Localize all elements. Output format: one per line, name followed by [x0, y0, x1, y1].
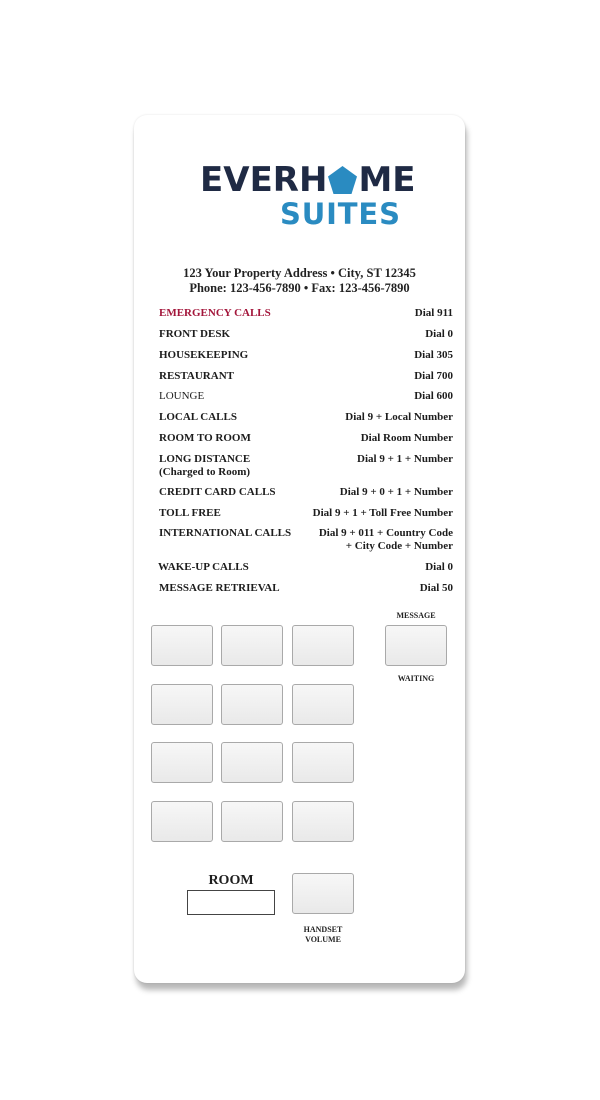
directory-value: Dial 50 [419, 582, 453, 594]
logo-letter: U [301, 197, 326, 231]
directory-value: Dial 9 + 1 + Toll Free Number [312, 507, 453, 519]
directory-label: FRONT DESK [159, 328, 231, 340]
keypad-key[interactable] [221, 684, 283, 725]
logo-letter: S [379, 197, 400, 231]
logo-letter: E [392, 160, 416, 200]
directory-label: WAKE-UP CALLS [158, 561, 249, 573]
room-label: ROOM [208, 873, 254, 888]
directory-value: Dial 0 [425, 328, 453, 340]
logo-letter: I [326, 197, 337, 231]
keypad-key[interactable] [221, 801, 283, 842]
handset-volume-label [282, 925, 364, 945]
directory-value: Dial 305 [414, 349, 453, 361]
directory-value-line: + City Code + Number [345, 540, 453, 552]
keypad-key[interactable] [221, 742, 283, 783]
brand-logo-top [200, 160, 416, 200]
directory-label: MESSAGE RETRIEVAL [159, 582, 280, 594]
message-waiting-label-top: MESSAGE [396, 611, 436, 620]
keypad-key[interactable] [151, 625, 213, 666]
directory-value: Dial 9 + 0 + 1 + Number [339, 486, 453, 498]
logo-letter: E [249, 160, 273, 200]
directory-label: CREDIT CARD CALLS [159, 486, 276, 498]
message-waiting-label-bottom: WAITING [397, 674, 435, 683]
keypad-key[interactable] [151, 742, 213, 783]
logo-letter: H [298, 160, 328, 200]
directory-label: ROOM TO ROOM [159, 432, 251, 444]
logo-letter: E [358, 197, 379, 231]
property-address: 123 Your Property Address • City, ST 12345 [183, 266, 416, 280]
directory-value: Dial 911 [414, 307, 453, 319]
directory-label: RESTAURANT [159, 370, 234, 382]
logo-letter: E [200, 160, 224, 200]
logo-letter: R [272, 160, 299, 200]
logo-letter: S [280, 197, 301, 231]
keypad-key[interactable] [292, 684, 354, 725]
directory-value: Dial 700 [414, 370, 453, 382]
directory-label-text: LONG DISTANCE [159, 453, 251, 465]
room-number-field [187, 890, 275, 915]
directory-value: Dial 0 [425, 561, 453, 573]
directory-label: LOCAL CALLS [159, 411, 237, 423]
logo-letter: V [223, 160, 250, 200]
directory-value [319, 527, 453, 553]
directory-value: Dial 9 + Local Number [345, 411, 453, 423]
directory-sublabel: (Charged to Room) [159, 466, 251, 478]
keypad-key[interactable] [221, 625, 283, 666]
logo-letter: M [358, 160, 393, 200]
keypad-key[interactable] [292, 625, 354, 666]
directory-value: Dial 600 [414, 390, 453, 402]
keypad-key[interactable] [151, 801, 213, 842]
logo-letter: T [337, 197, 358, 231]
directory-label: HOUSEKEEPING [159, 349, 249, 361]
directory-value: Dial Room Number [360, 432, 453, 444]
directory-label [159, 453, 250, 479]
handset-volume-button[interactable] [292, 873, 354, 914]
brand-logo-bottom [280, 195, 400, 233]
property-contact: Phone: 123-456-7890 • Fax: 123-456-7890 [189, 281, 410, 295]
directory-label: LOUNGE [159, 390, 205, 402]
directory-value-line: Dial 9 + 011 + Country Code [318, 527, 453, 539]
keypad-key[interactable] [151, 684, 213, 725]
pentagon-house-icon [327, 164, 358, 194]
handset-label-line: VOLUME [305, 935, 341, 944]
directory-label: EMERGENCY CALLS [159, 307, 271, 319]
directory-value: Dial 9 + 1 + Number [357, 453, 453, 465]
keypad-key[interactable] [292, 742, 354, 783]
message-waiting-button[interactable] [385, 625, 447, 666]
directory-label: INTERNATIONAL CALLS [159, 527, 292, 539]
keypad-key[interactable] [292, 801, 354, 842]
directory-label: TOLL FREE [159, 507, 221, 519]
handset-label-line: HANDSET [303, 925, 343, 934]
